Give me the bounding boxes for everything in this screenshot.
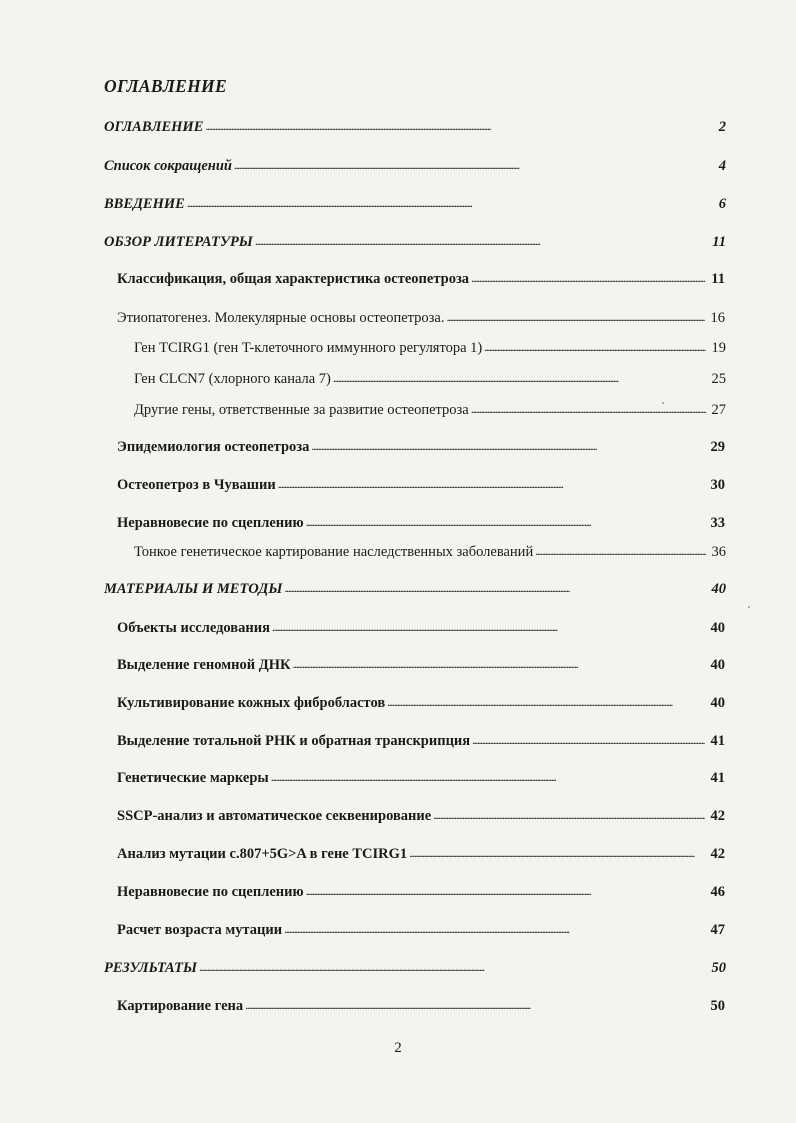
toc-entry-label: Ген TCIRG1 (ген T-клеточного иммунного регулятора 1) [134,340,483,356]
toc-entry-label: МАТЕРИАЛЫ И МЕТОДЫ [104,581,283,597]
scan-speck [662,402,664,404]
dot-leader [278,473,705,495]
toc-heading: ОГЛАВЛЕНИЕ [104,76,227,96]
toc-entry-label: Ген CLCN7 (хлорного канала 7) [134,371,331,387]
toc-entry[interactable] [117,919,725,941]
toc-entry-label: Картирование гена [117,998,244,1014]
toc-entry-page: 16 [710,310,725,326]
toc-entry-label: Анализ мутации с.807+5G>A в гене TCIRG1 [117,846,408,862]
toc-entry-page: 40 [710,620,725,636]
toc-entry-label: Неравновесие по сцеплению [117,515,304,531]
toc-entry-label: Выделение геномной ДНК [117,657,291,673]
toc-entry-page: 33 [710,515,725,531]
toc-entry-label: SSCP-анализ и автоматическое секвенирование [117,808,432,824]
toc-entry[interactable] [117,512,725,534]
dot-leader [333,367,706,389]
toc-entry-page: 41 [710,733,725,749]
toc-entry-page: 36 [711,544,726,560]
toc-entry-page: 42 [710,808,725,824]
toc-entry[interactable] [134,337,726,359]
toc-entry-label: Расчет возраста мутации [117,922,283,938]
toc-entry-label: РЕЗУЛЬТАТЫ [104,960,198,976]
dot-leader [484,336,706,358]
toc-entry-page: 11 [712,234,726,250]
toc-entry[interactable] [117,805,725,827]
toc-entry-label: Объекты исследования [117,620,270,636]
toc-entry-label: Этиопатогенез. Молекулярные основы остеопетроза. [117,310,445,326]
dot-leader [199,956,706,978]
toc-entry[interactable] [104,193,726,215]
dot-leader [284,577,706,599]
toc-entry[interactable] [134,541,726,563]
toc-entry-page: 40 [710,695,725,711]
toc-entry-page: 50 [711,960,726,976]
dot-leader [535,540,706,562]
toc-entry[interactable] [104,116,726,138]
dot-leader [433,804,705,826]
toc-entry[interactable] [117,268,725,290]
toc-entry[interactable] [134,368,726,390]
scan-speck [748,606,750,608]
dot-leader [272,616,705,638]
toc-entry[interactable] [134,399,726,421]
dot-leader [409,842,705,864]
toc-entry[interactable] [117,692,725,714]
toc-entry-page: 6 [718,196,726,212]
toc-entry[interactable] [117,307,725,329]
toc-entry-page: 11 [711,271,725,287]
toc-entry-label: Генетические маркеры [117,770,269,786]
dot-leader [472,729,705,751]
toc-entry-label: Список сокращений [104,158,232,174]
dot-leader [245,994,705,1016]
toc-entry-label: ОБЗОР ЛИТЕРАТУРЫ [104,234,253,250]
dot-leader [187,192,706,214]
page-number: 2 [394,1040,402,1056]
toc-entry-label: Классификация, общая характеристика остеопетроза [117,271,470,287]
dot-leader [255,230,706,252]
toc-entry-page: 19 [711,340,726,356]
toc-entry[interactable] [104,957,726,979]
toc-entry-label: ВВЕДЕНИЕ [104,196,185,212]
toc-entry[interactable] [117,730,725,752]
toc-entry[interactable] [104,231,726,253]
dot-leader [205,115,706,137]
toc-entry-page: 4 [718,158,726,174]
dot-leader [234,154,706,176]
toc-entry-page: 46 [710,884,725,900]
toc-entry-label: Выделение тотальной РНК и обратная транскрипция [117,733,471,749]
toc-entry-label: ОГЛАВЛЕНИЕ [104,119,204,135]
toc-entry-page: 2 [718,119,726,135]
dot-leader [446,306,705,328]
toc-entry-label: Тонкое генетическое картирование наследственных заболеваний [134,544,534,560]
toc-entry[interactable] [117,843,725,865]
toc-entry[interactable] [104,155,726,177]
toc-entry[interactable] [104,578,726,600]
toc-entry-page: 30 [710,477,725,493]
toc-entry-page: 40 [711,581,726,597]
dot-leader [306,880,705,902]
toc-entry-label: Культивирование кожных фибробластов [117,695,386,711]
toc-entry-page: 29 [710,439,725,455]
toc-entry-page: 40 [710,657,725,673]
toc-entry-page: 47 [710,922,725,938]
toc-entry[interactable] [117,767,725,789]
toc-entry-page: 42 [710,846,725,862]
toc-entry-label: Другие гены, ответственные за развитие остеопетроза [134,402,469,418]
toc-entry-label: Неравновесие по сцеплению [117,884,304,900]
toc-entry[interactable] [117,654,725,676]
dot-leader [471,398,706,420]
toc-entry-page: 27 [711,402,726,418]
dot-leader [311,435,705,457]
toc-entry-page: 50 [710,998,725,1014]
toc-entry-page: 41 [710,770,725,786]
toc-entry[interactable] [117,881,725,903]
dot-leader [471,267,705,289]
dot-leader [293,653,706,675]
toc-entry[interactable] [117,995,725,1017]
dot-leader [387,691,705,713]
dot-leader [306,511,705,533]
toc-entry-page: 25 [711,371,726,387]
toc-entry-label: Остеопетроз в Чувашии [117,477,276,493]
toc-entry[interactable] [117,617,725,639]
dot-leader [271,766,705,788]
toc-entry[interactable] [117,436,725,458]
toc-entry[interactable] [117,474,725,496]
dot-leader [284,918,705,940]
toc-entry-label: Эпидемиология остеопетроза [117,439,310,455]
